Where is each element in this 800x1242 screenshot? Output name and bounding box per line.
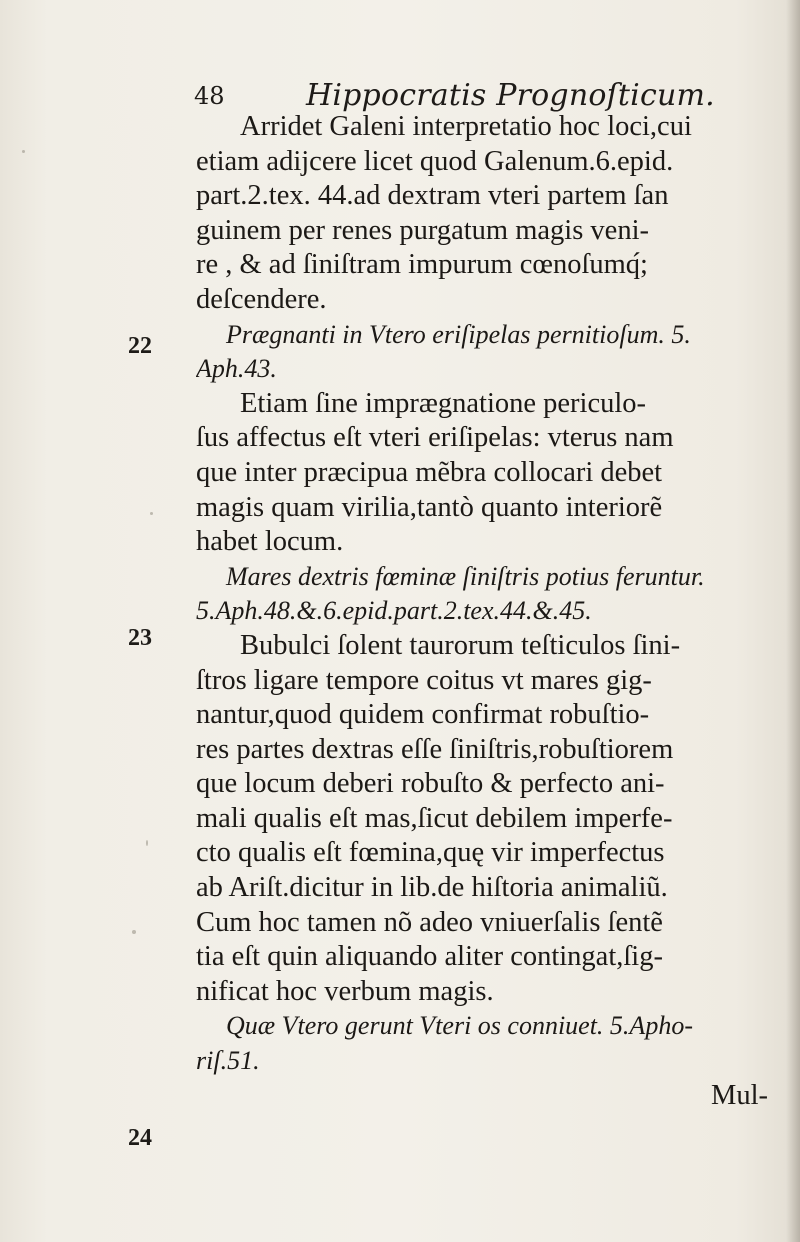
text-line: magis quam virilia,tantò quanto interiorẽ [196, 491, 663, 523]
page-edge-shadow [786, 0, 800, 1242]
catchword: Mul- [711, 1079, 768, 1111]
text-line: que inter præcipua mẽbra collocari debet [196, 456, 663, 488]
text-line: Cum hoc tamen nõ adeo vniuerſalis ſentẽ [196, 906, 663, 938]
text-line: Bubulci ſolent taurorum teſticulos ſini- [240, 629, 681, 661]
text-line: part.2.tex. 44.ad dextram vteri partem ſan [196, 180, 669, 212]
paper-speck [150, 512, 153, 515]
text-line: Etiam ſine imprægnatione periculo- [240, 387, 647, 419]
text-line: ſtros ligare tempore coitus vt mares gig- [196, 664, 652, 696]
paper-speck [146, 840, 148, 846]
body-text [196, 110, 768, 1113]
text-line: Arridet Galeni interpretatio hoc loci,cui [240, 111, 692, 142]
text-line: habet locum. [196, 526, 344, 558]
margin-number-24: 24 [128, 1125, 152, 1151]
text-line: que locum deberi robuſto & perfecto ani- [196, 768, 665, 800]
margin-number-23: 23 [128, 625, 152, 651]
aphorism-heading: Quæ Vtero gerunt Vteri os conniuet. 5.Apho- [226, 1011, 693, 1041]
text-line: guinem per renes purgatum magis veni- [196, 214, 649, 246]
aphorism-reference: 5.Aph.48.&.6.epid.part.2.tex.44.&.45. [196, 596, 592, 626]
aphorism-reference: Aph.43. [196, 354, 277, 384]
text-line: re , & ad ſiniſtram impurum cœnoſumq́; [196, 249, 648, 281]
aphorism-heading: Prægnanti in Vtero eriſipelas pernitioſum. 5. [226, 319, 691, 349]
aphorism-heading: Mares dextris fœminæ ſiniſtris potius feruntur. [226, 561, 705, 591]
text-line: etiam adijcere licet quod Galenum.6.epid. [196, 145, 674, 177]
margin-number-22: 22 [128, 333, 152, 359]
running-title: Hippocratis Prognoſticum. [306, 78, 715, 113]
text-line: ab Ariſt.dicitur in lib.de hiſtoria animaliũ. [196, 872, 668, 904]
text-line: mali qualis eſt mas,ſicut debilem imperfe- [196, 802, 673, 834]
paper-speck [132, 930, 136, 934]
text-line: deſcendere. [196, 283, 327, 315]
text-line: cto qualis eſt fœmina,quę vir imperfectus [196, 837, 665, 869]
text-line: nantur,quod quidem confirmat robuſtio- [196, 699, 650, 731]
text-line: tia eſt quin aliquando aliter contingat,ſig- [196, 941, 663, 973]
text-line: res partes dextras eſſe ſiniſtris,robuſtiorem [196, 733, 674, 765]
text-line: nificat hoc verbum magis. [196, 975, 494, 1007]
paper-speck [22, 150, 25, 153]
aphorism-reference: riſ.51. [196, 1046, 260, 1076]
page-number: 48 [194, 82, 225, 110]
text-line: ſus affectus eſt vteri eriſipelas: vterus nam [196, 422, 674, 454]
